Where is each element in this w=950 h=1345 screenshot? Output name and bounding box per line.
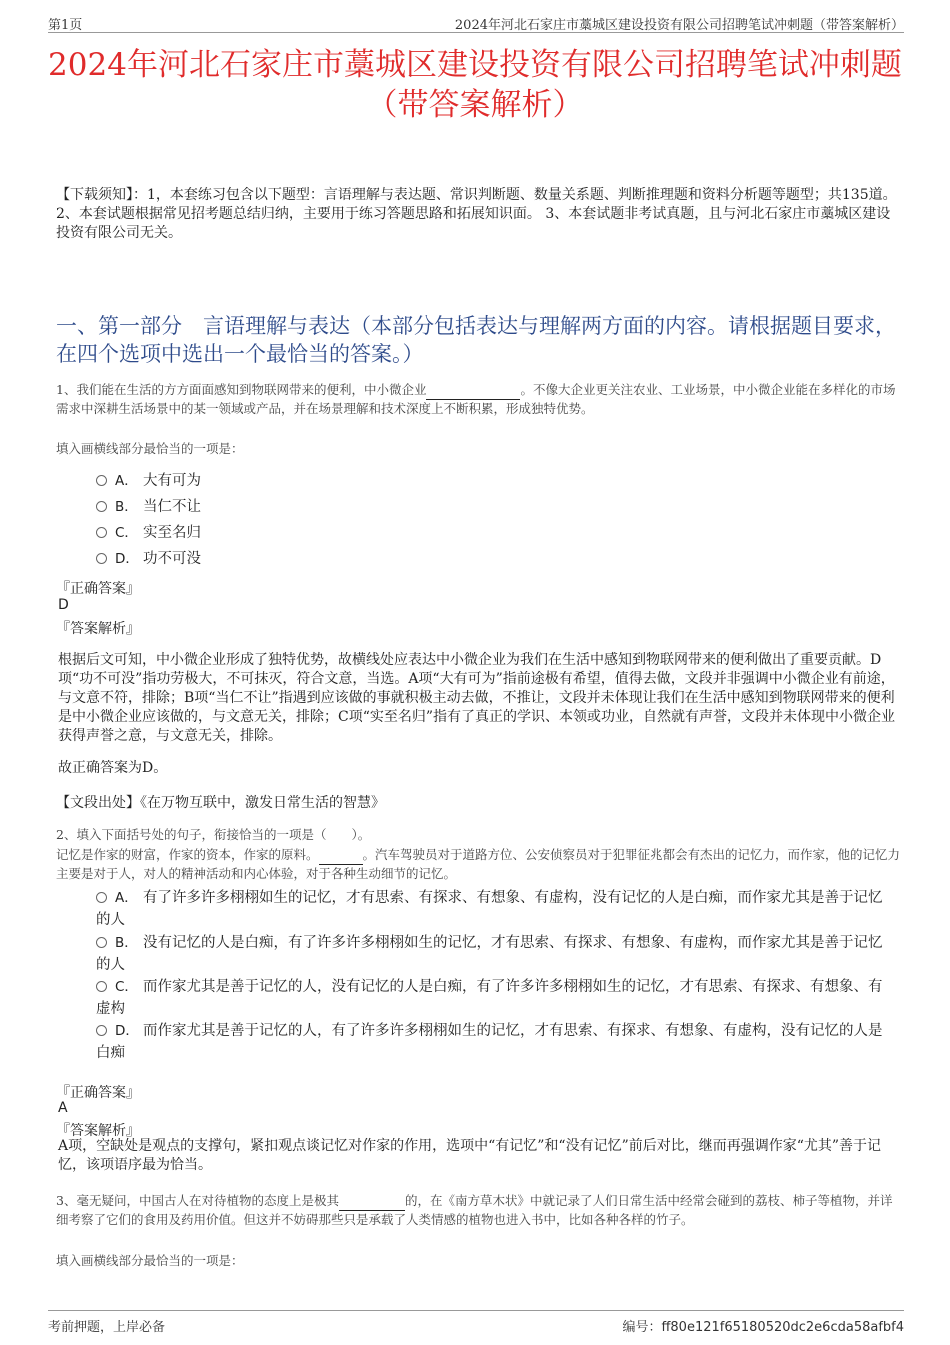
question-2-passage: 记忆是作家的财富，作家的资本，作家的原料。 。汽车驾驶员对于道路方位、公安侦察员对于犯罪征兆都会有杰出的记忆力，而作家，他的记忆力主要是对于人，对人的精神活动和内心体验，对于各种生动细节的记忆。 — [56, 847, 901, 881]
page-header — [48, 12, 904, 33]
answer-blank — [319, 846, 363, 865]
page-footer — [48, 1310, 904, 1341]
answer-blank — [426, 381, 520, 400]
page-number: 第1页 — [48, 18, 83, 33]
q2-analysis: A项，空缺处是观点的支撑句，紧扣观点谈记忆对作家的作用，选项中“有记忆”和“没有记忆”前后对比，继而再强调作家“尤其”善于记忆，该项语序最为恰当。 — [58, 1138, 882, 1173]
q1-source: 【文段出处】《在万物互联中，激发日常生活的智慧》 — [56, 795, 385, 811]
q1-answer: D — [58, 597, 69, 613]
q2-option-d[interactable]: D． 而作家尤其是善于记忆的人，有了许多许多栩栩如生的记忆，才有思索、有探求、有想象、有虚构，没有记忆的人是白痴 — [96, 1023, 883, 1061]
download-notice: 【下载须知】：1，本套练习包含以下题型：言语理解与表达题、常识判断题、数量关系题、判断推理题和资料分析题等题型；共135道。 2、本套试题根据常见招考题总结归纳，主要用于练习答题思路和拓展知识面。 3、本套试题非考试真题，且与河北石家庄市藁城区建设投资有限公司无关。 — [56, 187, 897, 241]
footer-code: 编号：ff80e121f65180520dc2e6cda58afbf4 — [622, 1320, 904, 1335]
radio-icon[interactable] — [96, 553, 107, 564]
question-1-stem: 1、我们能在生活的方方面面感知到物联网带来的便利，中小微企业 。不像大企业更关注农业、工业场景，中小微企业能在多样化的市场需求中深耕生活场景中的某一领域或产品，并在场景理解和技术深度上不断积累，形成独特优势。 — [56, 382, 896, 416]
header-doc-title: 2024年河北石家庄市藁城区建设投资有限公司招聘笔试冲刺题（带答案解析） — [454, 18, 904, 33]
q2-answer: A — [58, 1100, 68, 1116]
radio-icon[interactable] — [96, 937, 107, 948]
question-3-stem: 3、毫无疑问，中国古人在对待植物的态度上是极其 的，在《南方草木状》中就记录了人们日常生活中经常会碰到的荔枝、柿子等植物，并详细考察了它们的食用及药用价值。但这并不妨碍那些只是承载了人类情感的植物也进入书中，比如各种各样的竹子。 — [56, 1193, 893, 1227]
radio-icon[interactable] — [96, 892, 107, 903]
radio-icon[interactable] — [96, 1025, 107, 1036]
title-line-2: （带答案解析） — [366, 87, 584, 123]
section-heading: 一、第一部分 言语理解与表达（本部分包括表达与理解两方面的内容。请根据题目要求，在四个选项中选出一个最恰当的答案。） — [56, 314, 896, 366]
q2-option-c[interactable]: C． 而作家尤其是善于记忆的人，没有记忆的人是白痴，有了许多许多栩栩如生的记忆，才有思索、有探求、有想象、有虚构 — [96, 979, 883, 1017]
document-title — [40, 45, 910, 125]
q1-analysis: 根据后文可知，中小微企业形成了独特优势，故横线处应表达中小微企业为我们在生活中感知到物联网带来的便利做出了重要贡献。D项“功不可没”指功劳极大，不可抹灭，符合文意，当选。A项“大有可为”指前途极有希望，值得去做，文段并非强调中小微企业有前途，与文意不符，排除；B项“当仁不让”指遇到应该做的事就积极主动去做，不推让，文段并未体现让我们在生活中感知到物联网带来的便利是中小微企业应该做的，与文意无关，排除；C项“实至名归”指有了真正的学识、本领或功业，自然就有声誉，文段并未体现中小微企业获得声誉之意，与文意无关，排除。 — [58, 652, 896, 744]
q1-option-c[interactable]: C． 实至名归 — [96, 522, 896, 544]
q2-option-b[interactable]: B． 没有记忆的人是白痴，有了许多许多栩栩如生的记忆，才有思索、有探求、有想象、有虚构，而作家尤其是善于记忆的人 — [96, 935, 883, 973]
title-line-1: 2024年河北石家庄市藁城区建设投资有限公司招聘笔试冲刺题 — [48, 47, 902, 83]
question-3-prompt: 填入画横线部分最恰当的一项是： — [56, 1253, 244, 1268]
q1-conclusion: 故正确答案为D。 — [58, 760, 168, 776]
q1-analysis-label: 『答案解析』 — [56, 621, 140, 637]
radio-icon[interactable] — [96, 527, 107, 538]
q1-option-d[interactable]: D． 功不可没 — [96, 548, 896, 570]
answer-blank — [339, 1192, 405, 1211]
q2-answer-label: 『正确答案』 — [56, 1085, 140, 1101]
q2-option-a[interactable]: A． 有了许多许多栩栩如生的记忆，才有思索、有探求、有想象、有虚构，没有记忆的人是白痴，而作家尤其是善于记忆的人 — [96, 890, 883, 928]
radio-icon[interactable] — [96, 981, 107, 992]
footer-slogan: 考前押题，上岸必备 — [48, 1320, 166, 1335]
question-1-prompt: 填入画横线部分最恰当的一项是： — [56, 441, 244, 456]
q1-answer-label: 『正确答案』 — [56, 581, 140, 597]
q1-option-a[interactable]: A． 大有可为 — [96, 470, 896, 492]
q1-option-b[interactable]: B． 当仁不让 — [96, 496, 896, 518]
radio-icon[interactable] — [96, 475, 107, 486]
q2-analysis-label: 『答案解析』 — [56, 1123, 140, 1139]
radio-icon[interactable] — [96, 501, 107, 512]
question-2-stem: 2、填入下面括号处的句子，衔接恰当的一项是（ ）。 — [56, 827, 371, 842]
